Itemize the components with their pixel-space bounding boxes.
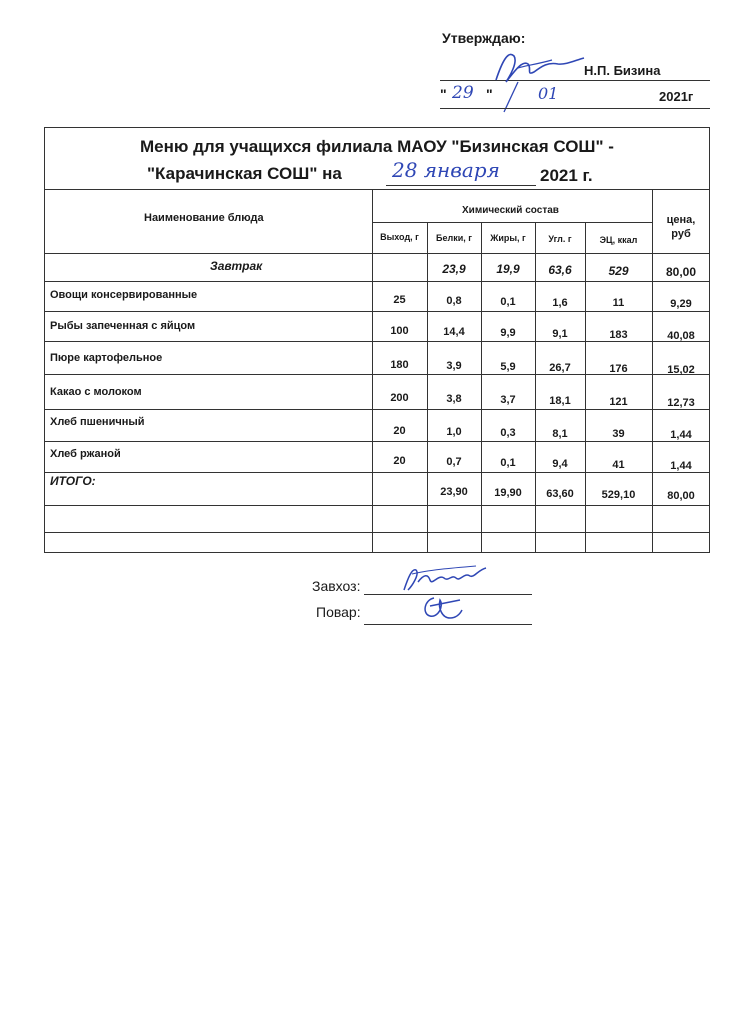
- row-fat: 9,9: [500, 327, 516, 339]
- header-chem: Химический состав: [462, 205, 559, 216]
- row-price: 9,29: [670, 298, 692, 310]
- grid-line: [44, 472, 710, 473]
- row-fat: 5,9: [500, 361, 516, 373]
- row-fat: 3,7: [500, 394, 516, 406]
- section-name: Завтрак: [210, 259, 263, 273]
- section-protein: 23,9: [442, 262, 466, 276]
- header-protein: Белки, г: [436, 233, 472, 243]
- cook-label: Повар:: [316, 604, 361, 620]
- row-price: 12,73: [667, 397, 695, 409]
- grid-line: [44, 409, 710, 410]
- grid-line: [372, 189, 373, 553]
- section-carb: 63,6: [548, 263, 572, 277]
- row-carb: 1,6: [552, 297, 568, 309]
- grid-line: [44, 189, 710, 190]
- approval-quote-open: ": [440, 86, 447, 102]
- grid-line: [44, 441, 710, 442]
- approval-day: 29: [452, 83, 474, 103]
- row-name: Рыбы запеченная с яйцом: [50, 320, 196, 332]
- row-output: 25: [393, 294, 406, 306]
- grid-line: [44, 253, 710, 254]
- total-carb: 63,60: [546, 488, 574, 500]
- row-output: 20: [393, 425, 406, 437]
- menu-title-line2-prefix: "Карачинская СОШ" на: [147, 164, 342, 183]
- row-protein: 0,7: [446, 456, 462, 468]
- approval-month: 01: [538, 84, 559, 103]
- grid-line: [44, 311, 710, 312]
- storekeeper-label: Завхоз:: [312, 578, 361, 594]
- row-fat: 0,1: [500, 296, 516, 308]
- row-name: Хлеб пшеничный: [50, 416, 145, 428]
- row-price: 1,44: [670, 460, 692, 472]
- cook-signature: [416, 590, 466, 624]
- row-name: Овощи консервированные: [50, 289, 198, 301]
- approval-date-line: [440, 108, 710, 109]
- row-energy: 41: [612, 459, 625, 471]
- row-output: 180: [390, 359, 409, 371]
- row-price: 15,02: [667, 364, 695, 376]
- row-output: 200: [390, 392, 409, 404]
- menu-date-underline: [386, 185, 536, 186]
- total-price: 80,00: [667, 490, 695, 502]
- row-protein: 3,8: [446, 393, 462, 405]
- row-energy: 39: [612, 428, 625, 440]
- grid-line: [44, 505, 710, 506]
- row-price: 1,44: [670, 429, 692, 441]
- row-fat: 0,1: [500, 457, 516, 469]
- cook-signature-line: [364, 624, 532, 625]
- approval-label: Утверждаю:: [442, 30, 526, 46]
- row-carb: 18,1: [549, 395, 571, 407]
- total-label: ИТОГО:: [50, 474, 96, 488]
- row-energy: 176: [609, 363, 628, 375]
- total-protein: 23,90: [440, 486, 468, 498]
- total-fat: 19,90: [494, 487, 522, 499]
- grid-line: [44, 341, 710, 342]
- total-energy: 529,10: [601, 489, 636, 501]
- header-output: Выход, г: [380, 232, 419, 242]
- header-fat: Жиры, г: [490, 233, 526, 243]
- approval-quote-close: ": [486, 86, 493, 102]
- grid-line: [372, 222, 652, 223]
- row-energy: 121: [609, 396, 628, 408]
- header-dish: Наименование блюда: [144, 212, 264, 224]
- section-fat: 19,9: [496, 262, 520, 276]
- section-price: 80,00: [665, 265, 697, 279]
- section-energy: 529: [608, 264, 629, 278]
- row-protein: 3,9: [446, 360, 462, 372]
- row-fat: 0,3: [500, 427, 516, 439]
- row-output: 100: [390, 325, 409, 337]
- approval-year: 2021г: [659, 89, 694, 104]
- row-name: Хлеб ржаной: [50, 448, 121, 460]
- row-protein: 1,0: [446, 426, 462, 438]
- grid-line: [44, 532, 710, 533]
- approver-name: Н.П. Бизина: [584, 63, 661, 78]
- row-output: 20: [393, 455, 406, 467]
- row-energy: 183: [609, 329, 628, 341]
- header-energy: ЭЦ, ккал: [599, 235, 638, 245]
- menu-title-line1: Меню для учащихся филиала МАОУ "Бизинская СОШ" -: [140, 137, 614, 156]
- row-carb: 8,1: [552, 428, 568, 440]
- row-carb: 9,1: [552, 328, 568, 340]
- row-protein: 0,8: [446, 295, 462, 307]
- row-energy: 11: [612, 297, 625, 309]
- row-name: Пюре картофельное: [50, 352, 163, 364]
- header-price: цена, руб: [666, 214, 696, 240]
- header-carb: Угл. г: [548, 234, 572, 244]
- menu-title-line2-suffix: 2021 г.: [540, 166, 593, 185]
- row-price: 40,08: [667, 330, 695, 342]
- row-protein: 14,4: [443, 326, 465, 338]
- row-name: Какао с молоком: [50, 386, 142, 398]
- row-carb: 26,7: [549, 362, 571, 374]
- menu-date-handwritten: 28 января: [392, 158, 500, 182]
- row-carb: 9,4: [552, 458, 568, 470]
- grid-line: [44, 281, 710, 282]
